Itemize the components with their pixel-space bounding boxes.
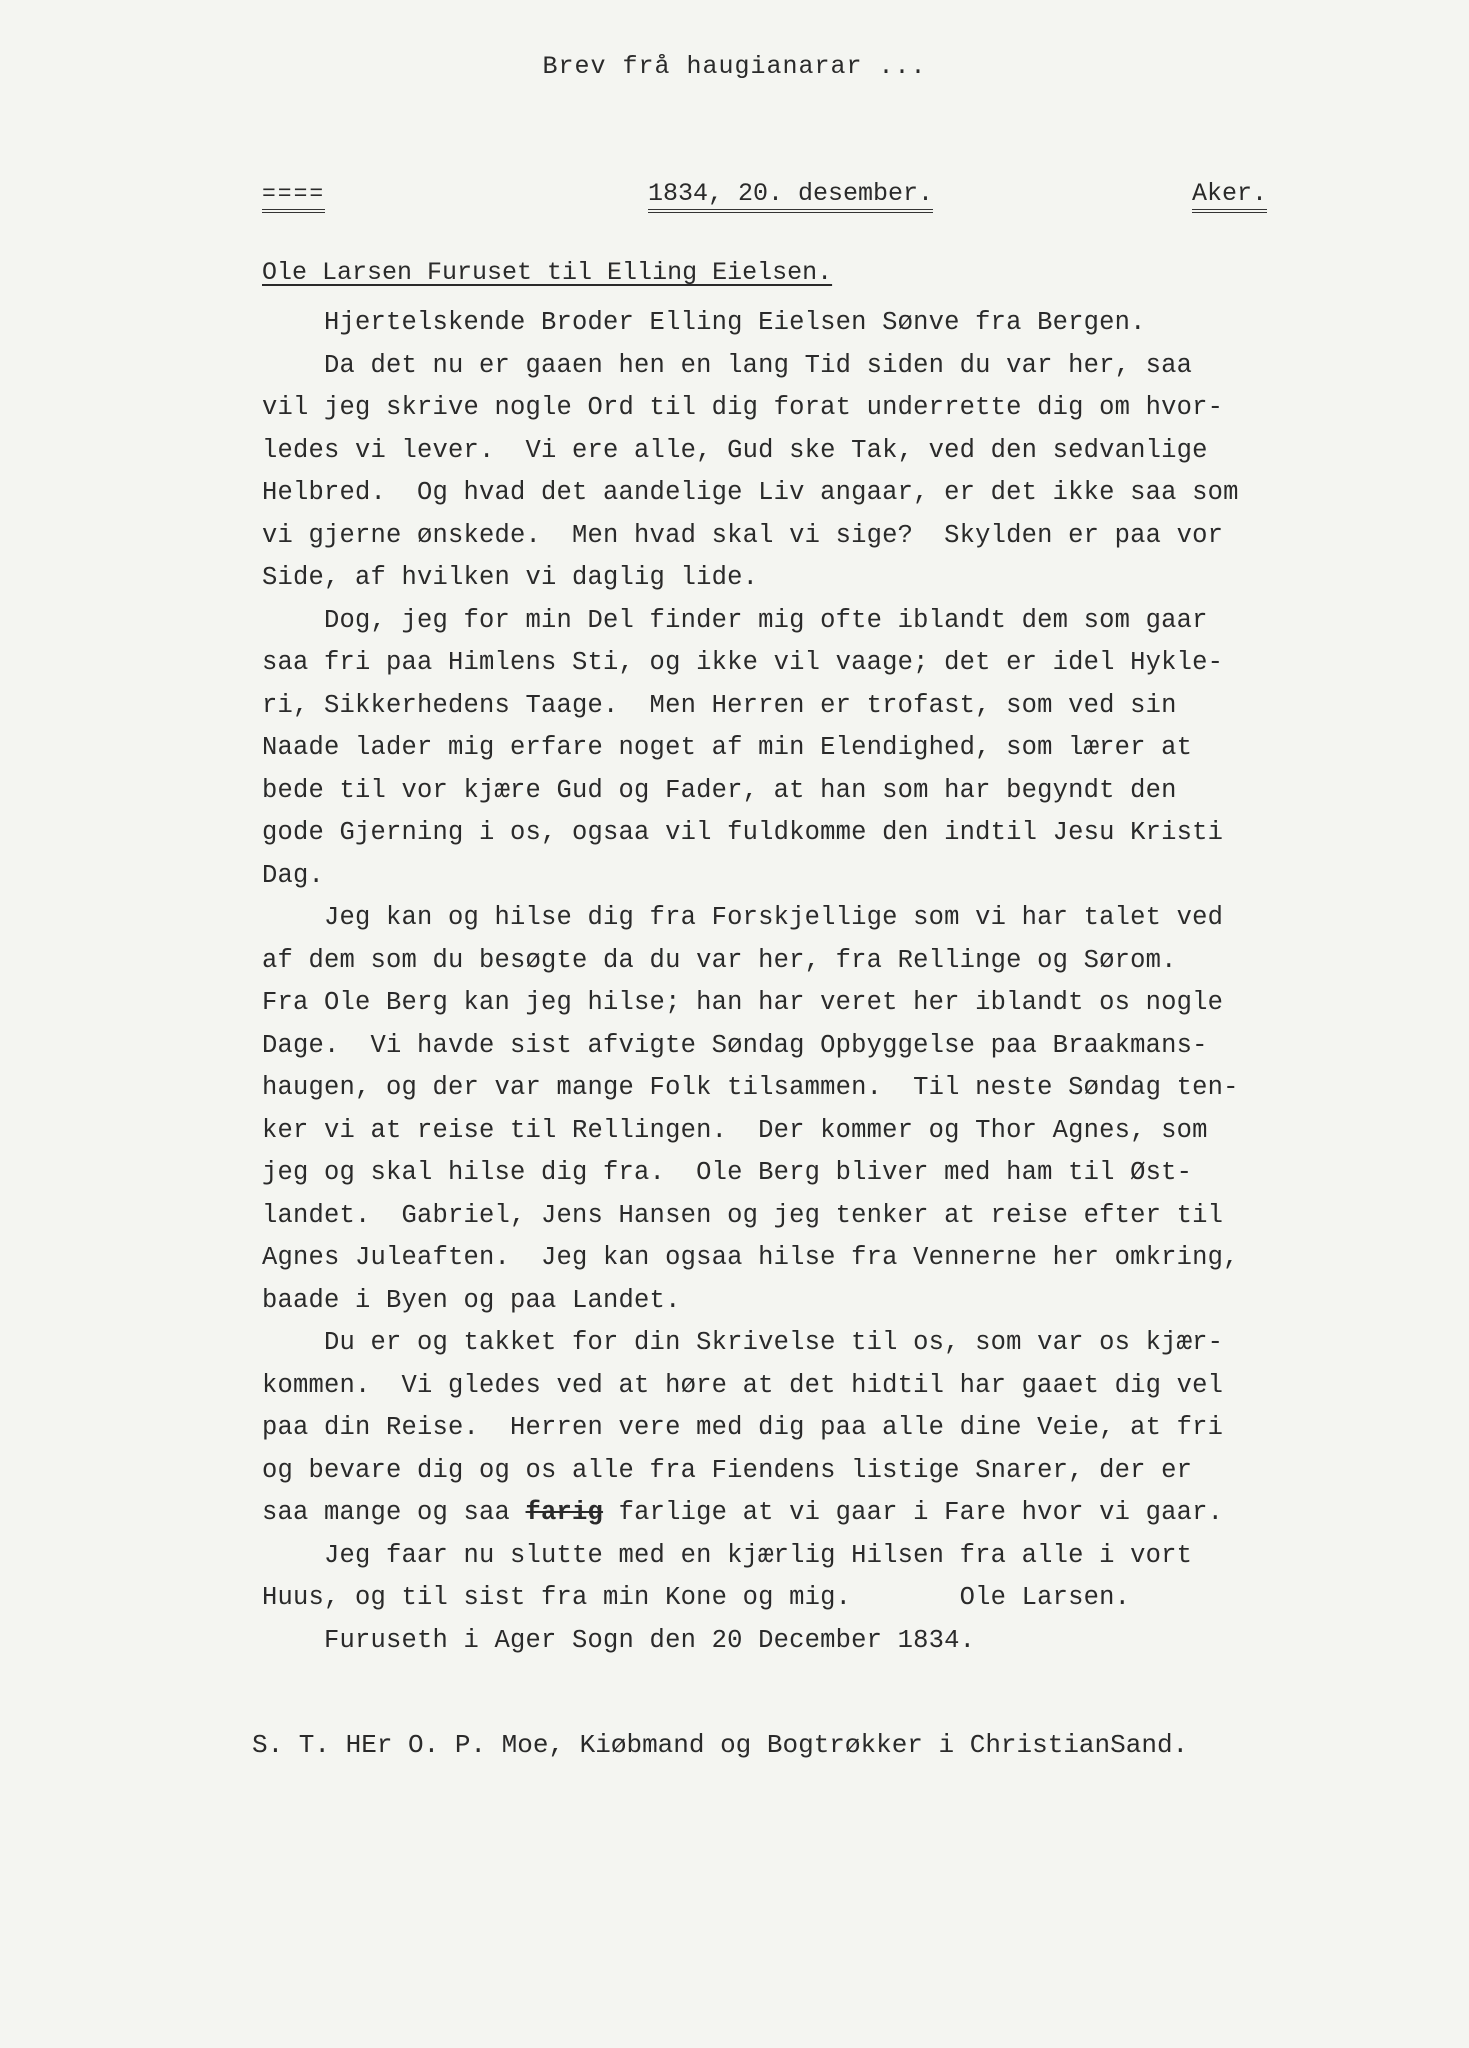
struck-word: farig <box>525 1498 604 1527</box>
letter-line: Helbred. Og hvad det aandelige Liv angaar, er det ikke saa som <box>262 478 1239 507</box>
closing-signature-line: Huus, og til sist fra min Kone og mig. Ole Larsen. <box>262 1583 1131 1612</box>
struck-line-after: farlige at vi gaar i Fare hvor vi gaar. <box>603 1498 1224 1527</box>
letter-title: Ole Larsen Furuset til Elling Eielsen. <box>262 258 833 287</box>
letter-line: baade i Byen og paa Landet. <box>262 1285 681 1315</box>
letter-line: Dog, jeg for min Del finder mig ofte iblandt dem som gaar <box>262 605 1208 635</box>
closing-line: Jeg faar nu slutte med en kjærlig Hilsen fra alle i vort <box>262 1540 1193 1570</box>
letter-line: gode Gjerning i os, ogsaa vil fuldkomme den indtil Jesu Kristi <box>262 818 1224 847</box>
letter-line: Da det nu er gaaen hen en lang Tid siden du var her, saa <box>262 350 1193 380</box>
letter-line: haugen, og der var mange Folk tilsammen. Til neste Søndag ten- <box>262 1073 1239 1102</box>
letter-line: Naade lader mig erfare noget af min Elendighed, som lærer at <box>262 733 1193 762</box>
letter-line: landet. Gabriel, Jens Hansen og jeg tenker at reise efter til <box>262 1200 1224 1230</box>
letter-line: ledes vi lever. Vi ere alle, Gud ske Tak, ved den sedvanlige <box>262 435 1208 465</box>
struck-line <box>262 1492 1402 1535</box>
letter-line: Agnes Juleaften. Jeg kan ogsaa hilse fra Vennerne her omkring, <box>262 1243 1239 1272</box>
letter-line: jeg og skal hilse dig fra. Ole Berg bliver med ham til Øst- <box>262 1158 1193 1187</box>
recipient-address: S. T. HEr O. P. Moe, Kiøbmand og Bogtrøkker i ChristianSand. <box>252 1730 1189 1760</box>
letter-line: ri, Sikkerhedens Taage. Men Herren er trofast, som ved sin <box>262 690 1177 720</box>
letter-line: Dage. Vi havde sist afvigte Søndag Opbyggelse paa Braakmans- <box>262 1030 1208 1060</box>
letter-body <box>262 302 1402 1662</box>
letter-line: saa fri paa Himlens Sti, og ikke vil vaage; det er idel Hykle- <box>262 648 1224 677</box>
letter-line: Fra Ole Berg kan jeg hilse; han har veret her iblandt os nogle <box>262 988 1224 1017</box>
closing-place-date: Furuseth i Ager Sogn den 20 December 1834. <box>262 1625 976 1655</box>
letter-line: ker vi at reise til Rellingen. Der kommer og Thor Agnes, som <box>262 1115 1208 1145</box>
running-header: Brev frå haugianarar ... <box>542 52 927 81</box>
letter-line: paa din Reise. Herren vere med dig paa alle dine Veie, at fri <box>262 1413 1224 1442</box>
letter-line: Side, af hvilken vi daglig lide. <box>262 563 759 592</box>
letter-line: kommen. Vi gledes ved at høre at det hidtil har gaaet dig vel <box>262 1370 1224 1400</box>
letter-line: vil jeg skrive nogle Ord til dig forat underrette dig om hvor- <box>262 393 1224 422</box>
letter-place: Aker. <box>1192 180 1267 213</box>
dateline-mark: ==== <box>262 180 325 213</box>
letter-line: og bevare dig og os alle fra Fiendens listige Snarer, der er <box>262 1455 1193 1485</box>
letter-line: Hjertelskende Broder Elling Eielsen Sønve fra Bergen. <box>262 308 1146 337</box>
struck-line-before: saa mange og saa <box>262 1498 526 1527</box>
dateline <box>0 180 1469 220</box>
letter-date: 1834, 20. desember. <box>648 180 933 213</box>
letter-line: vi gjerne ønskede. Men hvad skal vi sige? Skylden er paa vor <box>262 520 1224 550</box>
letter-line: Jeg kan og hilse dig fra Forskjellige som vi har talet ved <box>262 903 1224 932</box>
letter-line: Du er og takket for din Skrivelse til os, som var os kjær- <box>262 1328 1224 1357</box>
letter-line: Dag. <box>262 860 325 890</box>
letter-line: bede til vor kjære Gud og Fader, at han som har begyndt den <box>262 775 1177 805</box>
letter-line: af dem som du besøgte da du var her, fra Rellinge og Sørom. <box>262 945 1177 975</box>
